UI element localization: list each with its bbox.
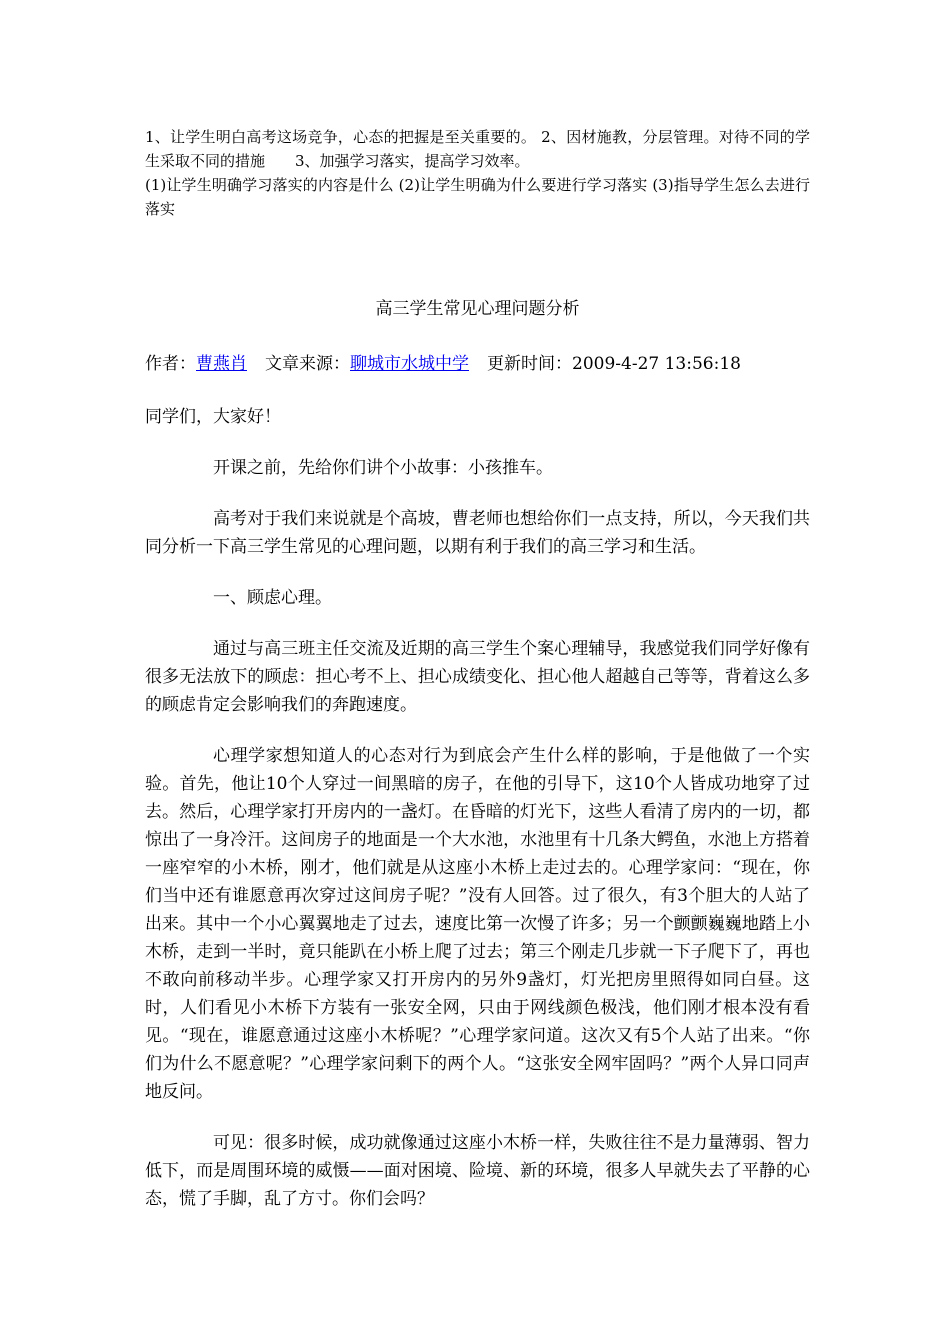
story-intro-paragraph: 开课之前，先给你们讲个小故事：小孩推车。 [213,458,553,478]
purpose-paragraph: 高考对于我们来说就是个高坡，曹老师也想给你们一点支持，所以，今天我们共同分析一下高三学生常见的心理问题，以期有利于我们的高三学习和生活。 [145,509,810,557]
experiment-paragraph: 心理学家想知道人的心态对行为到底会产生什么样的影响，于是他做了一个实验。首先，他让10个人穿过一间黑暗的房子，在他的引导下，这10个人皆成功地穿了过去。然后，心理学家打开房内的一盏灯。在昏暗的灯光下，这些人看清了房内的一切，都惊出了一身冷汗。这间房子的地面是一个大水池，水池里有十几条大鳄鱼，水池上方搭着一座窄窄的小木桥，刚才，他们就是从这座小木桥上走过去的。心理学家问：“现在，你们当中还有谁愿意再次穿过这间房子呢？”没有人回答。过了很久，有3个胆大的人站了出来。其中一个小心翼翼地走了过去，速度比第一次慢了许多；另一个颤颤巍巍地踏上小木桥，走到一半时，竟只能趴在小桥上爬了过去；第三个刚走几步就一下子爬下了，再也不敢向前移动半步。心理学家又打开房内的另外9盏灯，灯光把房里照得如同白昼。这时，人们看见小木桥下方装有一张安全网，只由于网线颜色极浅，他们刚才根本没有看见。“现在，谁愿意通过这座小木桥呢？”心理学家问道。这次又有5个人站了出来。“你们为什么不愿意呢？”心理学家问剩下的两个人。“这张安全网牢固吗？”两个人异口同声地反问。 [145,746,810,1102]
article-title: 高三学生常见心理问题分析 [375,299,580,319]
updated-timestamp: 2009-4-27 13:56:18 [572,354,741,374]
source-label: 文章来源： [265,354,350,374]
author-label: 作者： [145,354,196,374]
intro-goals-text: 1、让学生明白高考这场竞争，心态的把握是至关重要的。 2、因材施教，分层管理。对待不同的学生采取不同的措施 3、加强学习落实，提高学习效率。 [145,128,810,170]
article-meta [145,351,810,377]
document-page [145,125,810,1213]
section-heading: 一、顾虑心理。 [213,588,332,608]
intro-steps-text: (1)让学生明确学习落实的内容是什么 (2)让学生明确为什么要进行学习落实 (3)指导学生怎么去进行落实 [145,176,810,218]
source-link[interactable]: 聊城市水城中学 [350,354,469,374]
concerns-paragraph: 通过与高三班主任交流及近期的高三学生个案心理辅导，我感觉我们同学好像有很多无法放下的顾虑：担心考不上、担心成绩变化、担心他人超越自己等等，背着这么多的顾虑肯定会影响我们的奔跑速度。 [145,639,810,715]
greeting-paragraph: 同学们，大家好！ [145,407,281,427]
updated-label: 更新时间： [487,354,572,374]
author-link[interactable]: 曹燕肖 [196,354,247,374]
conclusion-paragraph: 可见：很多时候，成功就像通过这座小木桥一样，失败往往不是力量薄弱、智力低下，而是周围环境的威慑——面对困境、险境、新的环境，很多人早就失去了平静的心态，慌了手脚，乱了方寸。你们会吗？ [145,1133,810,1209]
